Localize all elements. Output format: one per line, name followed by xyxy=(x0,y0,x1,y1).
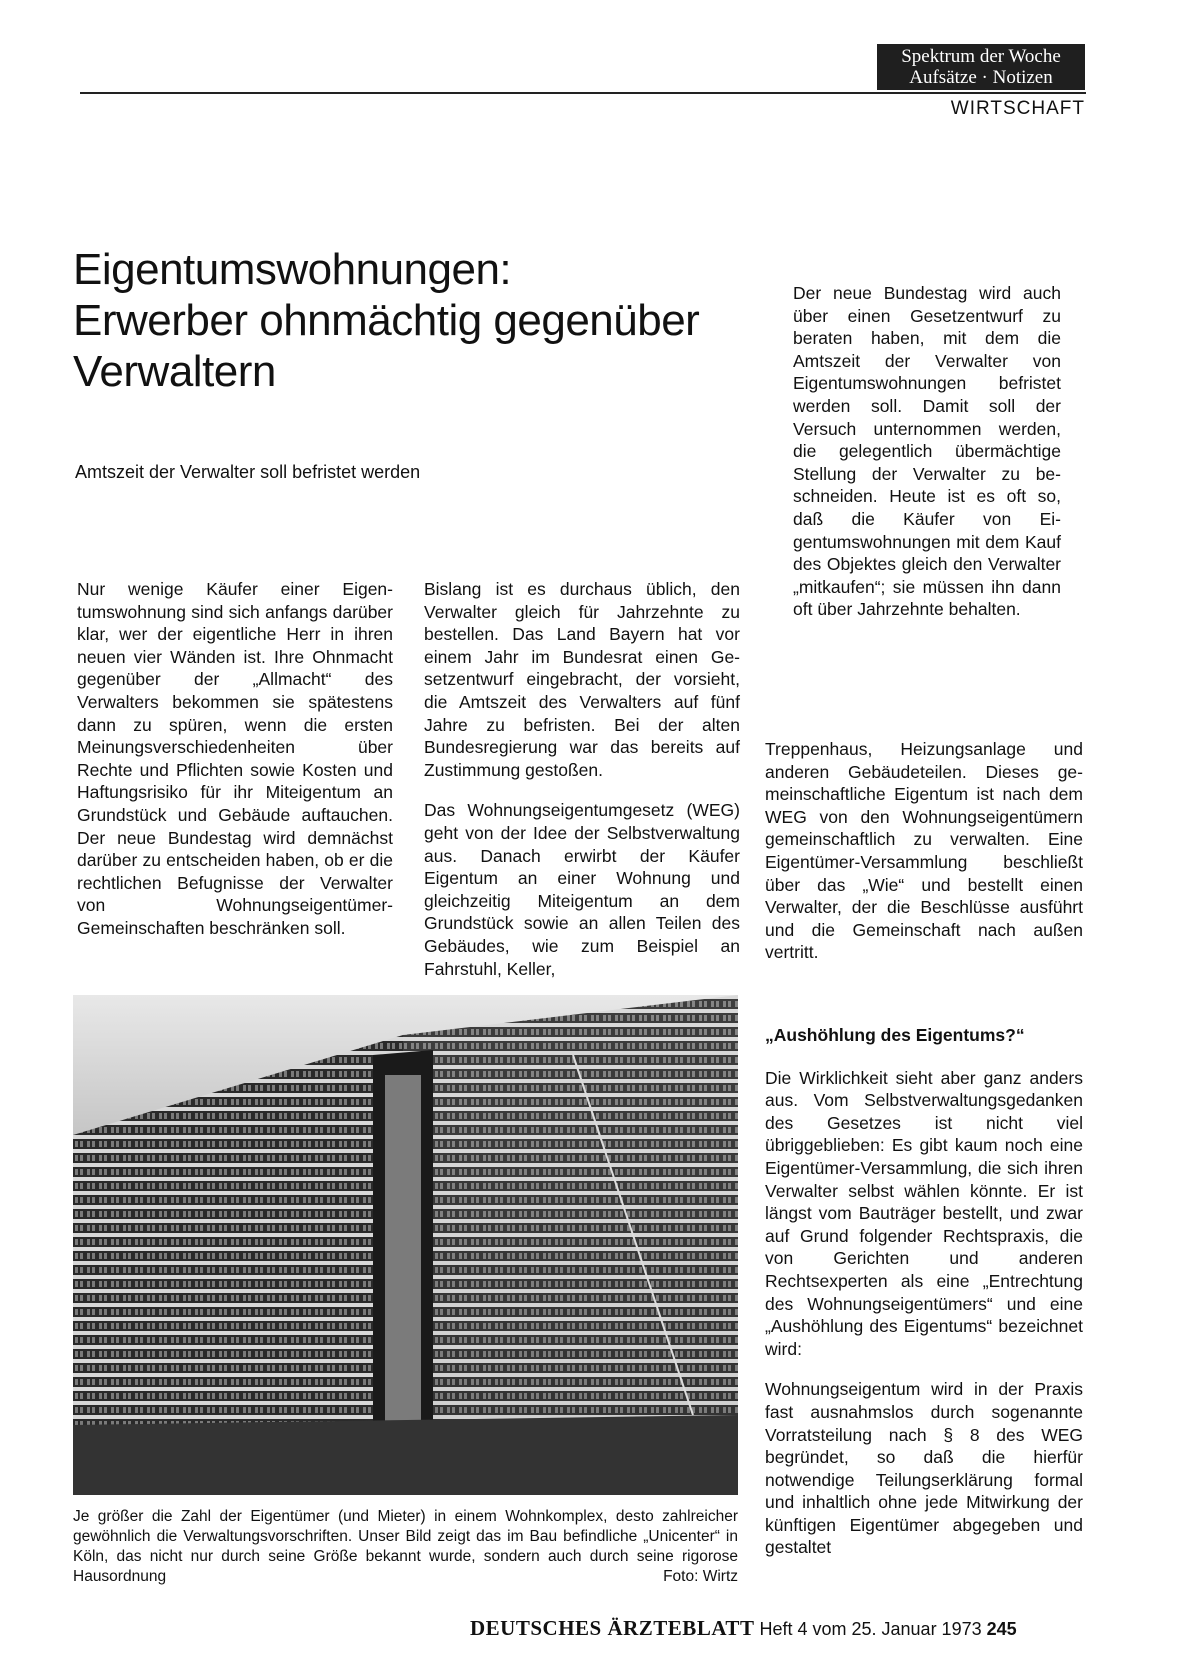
header-rule xyxy=(80,92,1086,94)
paragraph: Der neue Bundestag wird auch über einen Gesetzentwurf zu beraten haben, mit dem die Amtszeit der Verwalter von Eigentumswohnungen befristet werden soll. Damit soll der Versuch unternommen werden, die gelegentlich übermächtige Stellung der Verwalter zu beschneiden. Heute ist es oft so, daß die Käufer von Eigentumswohnungen mit dem Kauf des Objektes gleich den Verwalter „mitkaufen“; sie müssen ihn dann oft über Jahrzehnte behalten. xyxy=(793,283,1061,620)
paragraph: Bislang ist es durchaus üblich, den Verwalter gleich für Jahrzehnte zu bestellen. Das Land Bayern hat vor einem Jahr im Bundesrat einen Gesetzentwurf eingebracht, der vorsieht, die Amtszeit des Verwalters auf fünf Jahre zu befristen. Bei der alten Bundesregierung war das bereits auf Zustimmung gestoßen. xyxy=(424,579,740,780)
caption-text: Je größer die Zahl der Eigentümer (und Mieter) in einem Wohnkomplex, desto zahlreicher gewöhnlich die Verwaltungsvorschriften. Unser Bild zeigt das im Bau befindliche „Unicenter“ in Köln, das nicht nur durch seine Größe bekannt wurde, sondern auch durch seine rigorose Hausordnung xyxy=(73,1508,738,1585)
column-4 xyxy=(765,738,1083,982)
title-line-3: Verwaltern xyxy=(73,347,276,396)
badge-line-1: Spektrum der Woche xyxy=(901,46,1061,67)
column-1 xyxy=(77,578,393,958)
high-rise-illustration xyxy=(73,995,738,1495)
building-photo xyxy=(73,995,738,1495)
title-line-2: Erwerber ohnmächtig gegenüber xyxy=(73,296,700,345)
section-label: WIRTSCHAFT xyxy=(950,98,1085,119)
column-3 xyxy=(793,282,1061,639)
paragraph: Das Wohnungseigentumgesetz (WEG) geht von der Idee der Selbstverwaltung aus. Danach erwirbt der Käufer Eigentum an einer Wohnung und gleichzeitig Miteigentum an dem Grundstück sowie an allen Teilen des Gebäudes, wie zum Beispiel an Fahrstuhl, Keller, xyxy=(424,800,740,979)
paragraph: Nur wenige Käufer einer Eigentumswohnung sind sich anfangs darüber klar, wer der eigentliche Herr in ihren neuen vier Wänden ist. Ihre Ohnmacht gegenüber der „Allmacht“ des Verwalters bekommen sie spätestens dann zu spüren, wenn die ersten Meinungsverschiedenheiten über Rechte und Pflichten sowie Kosten und Haftungsrisiko für ihr Miteigentum an Grundstück und Gebäude auftauchen. Der neue Bundestag wird demnächst darüber zu entscheiden haben, ob er die rechtlichen Befugnisse der Verwalter von Wohnungseigentümer-Gemeinschaften beschränken soll. xyxy=(77,579,393,938)
paragraph: Treppenhaus, Heizungsanlage und anderen Gebäudeteilen. Dieses gemeinschaftliche Eigentum ist nach dem WEG von den Wohnungseigentümern gemeinschaftlich zu verwalten. Eine Eigentümer-Versammlung beschließt über das „Wie“ und bestellt einen Verwalter, der die Beschlüsse ausführt und die Gemeinschaft nach außen vertritt. xyxy=(765,739,1083,963)
photo-credit: Foto: Wirtz xyxy=(663,1568,738,1585)
column-2 xyxy=(424,578,740,998)
article-subtitle: Amtszeit der Verwalter soll befristet werden xyxy=(75,462,421,482)
issue-info: Heft 4 vom 25. Januar 1973 xyxy=(759,1619,982,1639)
photo-caption xyxy=(73,1507,738,1587)
paragraph: Wohnungseigentum wird in der Praxis fast ausnahmslos durch sogenannte Vorratsteilung nach § 8 des WEG begründet, so daß die hierfür notwendige Teilungserklärung formal und inhaltlich ohne jede Mitwirkung der künftigen Eigentümer abgegeben und gestaltet xyxy=(765,1379,1083,1558)
page-number: 245 xyxy=(986,1619,1017,1639)
title-line-1: Eigentumswohnungen: xyxy=(73,245,512,294)
journal-name: DEUTSCHES ÄRZTEBLATT xyxy=(470,1616,755,1640)
page-footer xyxy=(470,1616,1017,1641)
badge-line-2: Aufsätze · Notizen xyxy=(909,67,1053,88)
paragraph: Die Wirklichkeit sieht aber ganz anders aus. Vom Selbstverwaltungsgedanken des Gesetzes ist nicht viel übriggeblieben: Es gibt kaum noch eine Eigentümer-Versammlung, die sich ihren Verwalter selbst wählen könnte. Er ist längst vom Bauträger bestellt, und zwar auf Grund folgender Rechtspraxis, die von Gerichten und anderen Rechtsexperten als eine „Entrechtung des Wohnungseigentümers“ und eine „Aushöhlung des Eigentums“ bezeichnet wird: xyxy=(765,1067,1083,1359)
section-badge xyxy=(877,44,1085,90)
section-heading: „Aushöhlung des Eigentums?“ xyxy=(765,1025,1025,1045)
column-5 xyxy=(765,1024,1083,1577)
article-title xyxy=(73,244,773,397)
